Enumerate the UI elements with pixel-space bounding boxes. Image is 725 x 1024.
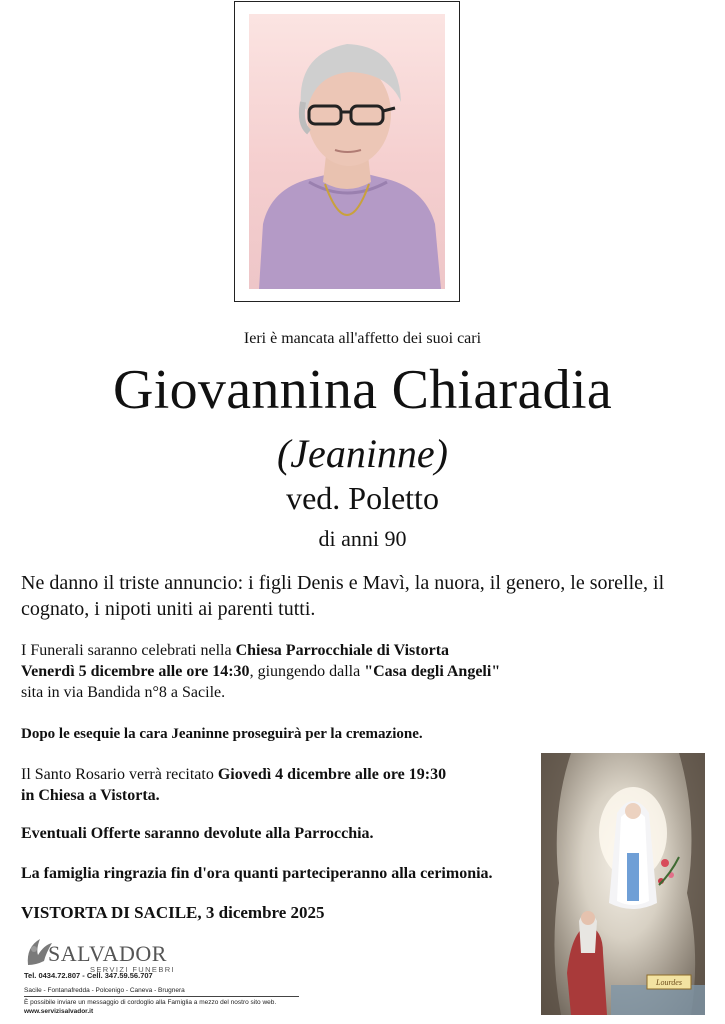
holy-image-caption: Lourdes xyxy=(656,978,682,987)
thanks-note: La famiglia ringrazia fin d'ora quanti parteciperanno alla cerimonia. xyxy=(21,865,493,882)
widow-of: ved. Poletto xyxy=(286,480,439,516)
funeral-home-phones: Tel. 0434.72.807 - Cell. 347.59.56.707 xyxy=(24,971,153,980)
deceased-name: Giovannina Chiaradia xyxy=(113,359,612,421)
funeral-home-logo xyxy=(24,935,324,1020)
rosary-info xyxy=(21,764,541,806)
rosary-date: Giovedì 4 dicembre alle ore 19:30 xyxy=(217,766,447,783)
funeral-house: "Casa degli Angeli" xyxy=(364,663,501,680)
holy-image-lourdes xyxy=(541,753,705,1015)
funeral-part2: , giungendo dalla xyxy=(249,663,365,680)
cremation-note: Dopo le esequie la cara Jeaninne proseguirà per la cremazione. xyxy=(21,726,423,742)
funeral-church: Chiesa Parrocchiale di Vistorta xyxy=(235,642,450,659)
nickname: (Jeaninne) xyxy=(276,431,448,476)
portrait-illustration xyxy=(249,14,445,289)
intro-text: Ieri è mancata all'affetto dei suoi cari xyxy=(243,330,482,347)
rosary-place: in Chiesa a Vistorta. xyxy=(21,787,160,804)
funeral-home-cities: Sacile - Fontanafredda - Polcenigo - Caneva - Brugnera xyxy=(24,987,185,994)
funeral-home-website[interactable]: www.servizisalvador.it xyxy=(24,1008,94,1015)
funeral-part3: sita in via Bandida n°8 a Sacile. xyxy=(21,684,226,701)
funeral-home-subtitle: SERVIZI FUNEBRI xyxy=(90,965,176,974)
portrait-frame xyxy=(234,1,460,302)
funeral-info xyxy=(21,640,541,703)
footer-divider xyxy=(24,996,299,997)
announcement: Ne danno il triste annuncio: i figli Denis e Mavì, la nuora, il genero, le sorelle, il cognato, i nipoti uniti ai parenti tutti. xyxy=(21,572,665,620)
rosary-part1: Il Santo Rosario verrà recitato xyxy=(21,766,218,783)
place-date: VISTORTA DI SACILE, 3 dicembre 2025 xyxy=(21,903,325,922)
funeral-home-brand: SALVADOR xyxy=(48,941,167,966)
funeral-part1: I Funerali saranno celebrati nella xyxy=(21,642,236,659)
portrait-photo xyxy=(249,14,445,289)
funeral-date: Venerdì 5 dicembre alle ore 14:30 xyxy=(21,663,250,680)
offerings-note: Eventuali Offerte saranno devolute alla Parrocchia. xyxy=(21,825,374,842)
madonna-illustration xyxy=(541,753,705,1015)
age: di anni 90 xyxy=(318,526,407,551)
condolence-note: È possibile inviare un messaggio di cordoglio alla Famiglia a mezzo del nostro sito web. xyxy=(24,999,277,1006)
